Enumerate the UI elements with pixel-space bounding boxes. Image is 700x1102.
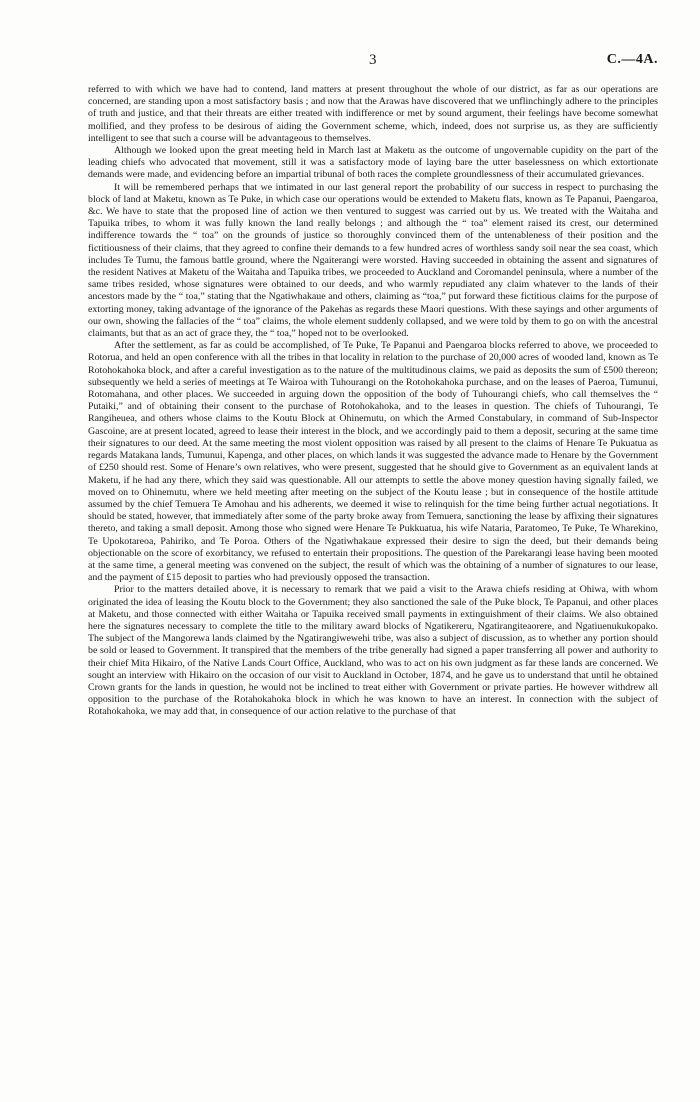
paragraph: It will be remembered perhaps that we intimated in our last general report the probability of our success in respect to purchasing the block of land at Maketu, known as Te Puke, in which case our operations would be extended to Maketu flats, known as Te Papanui, Paengaroa, &c. We have to state that the proposed line of action we then ventured to suggest was carried out by us. We treated with the Waitaha and Tapuika tribes, to whom it was fully known the land really belongs ; and although the “ toa” element raised its crest, our determined indifference towards the “ toa” on the grounds of justice so thoroughly convinced them of the untenableness of their position and the fictitiousness of their claims, that they agreed to confine their demands to a few hundred acres of worthless sandy soil near the sea coast, which includes Te Tumu, the famous battle ground, where the Ngaiterangi were worsted. Having succeeded in obtaining the assent and signatures of the resident Natives at Maketu of the Waitaha and Tapuika tribes, we proceeded to Auckland and Coromandel peninsula, where a number of the same tribes resided, whose signatures were obtained to our deeds, and who warmly repudiated any claim whatever to the lands of their ancestors made by the “ toa,” stating that the Ngatiwhakaue and others, claiming as “toa,” put forward these fictitious claims for the purpose of extorting money, taking advantage of the ignorance of the Pakehas as regards these Maori questions. With these sayings and other arguments of our own, showing the fallacies of the “ toa” claims, the whole element suddenly collapsed, and we were told by them to go on with the ancestral claimants, but that as an act of grace they, the “ toa,” hoped not to be overlooked. bbox=[88, 181, 658, 340]
paragraph: Prior to the matters detailed above, it is necessary to remark that we paid a visit to the Arawa chiefs residing at Ohiwa, with whom originated the idea of leasing the Koutu block to the Government; they also sanctioned the sale of the Puke block, Te Papanui, and other places at Maketu, and those connected with either Waitaha or Tapuika received small payments in extinguishment of their claims. We also obtained here the signatures necessary to complete the title to the military award blocks of Ngatikereru, Ngatirangiteaorere, and Ngatiuenukukopako. The subject of the Mangorewa lands claimed by the Ngatirangiwewehi tribe, was also a subject of discussion, as to whether any portion should be sold or leased to Government. It transpired that the members of the tribe generally had signed a paper transferring all power and authority to their chief Mita Hikairo, of the Native Lands Court Office, Auckland, who was to act on his own judgment as far these lands are concerned. We sought an interview with Hikairo on the occasion of our visit to Auckland in October, 1874, and he gave us to understand that until he obtained Crown grants for the lands in question, he would not be inclined to treat either with Government or private parties. He however withdrew all opposition to the purchase of the Rotahokahoka block in which he was known to have an interest. In connection with the subject of Rotahokahoka, we may add that, in consequence of our action relative to the purchase of that bbox=[88, 584, 658, 718]
document-body bbox=[88, 84, 658, 719]
page-number: 3 bbox=[369, 52, 377, 68]
paragraph: Although we looked upon the great meeting held in March last at Maketu as the outcome of ungovernable cupidity on the part of the leading chiefs who advocated that movement, still it was a satisfactory mode of laying bare the utter baselessness on which extortionate demands were made, and evidencing before an impartial tribunal of both races the complete groundlessness of their accumulated grievances. bbox=[88, 145, 658, 181]
page-header bbox=[88, 52, 658, 70]
paragraph: referred to with which we have had to contend, land matters at present throughout the whole of our district, as far as our operations are concerned, are standing upon a most satisfactory basis ; and now that the Arawas have discovered that we unflinchingly adhere to the principles of truth and justice, and that their threats are either treated with indifference or met by sound argument, their feelings have become somewhat mollified, and they profess to be desirous of aiding the Government scheme, which, indeed, does not surprise us, as they are sufficiently intelligent to see that such a course will be advantageous to themselves. bbox=[88, 84, 658, 144]
document-reference: C.—4A. bbox=[606, 52, 658, 67]
paragraph: After the settlement, as far as could be accomplished, of Te Puke, Te Papanui and Paengaroa blocks referred to above, we proceeded to Rotorua, and held an open conference with all the tribes in that locality in relation to the purchase of 20,000 acres of wooded land, known as Te Rotohokahoka block, and after a careful investigation as to the nature of the multitudinous claims, we paid as deposits the sum of £500 thereon; subsequently we held a series of meetings at Te Wairoa with Tuhourangi on the Rotohokahoka purchase, and on the leases of Paeroa, Tumunui, Rotomahana, and other places. We succeeded in arguing down the opposition of the body of Tuhourangi chiefs, who call themselves the “ Putaiki,” and of obtaining their consent to the purchase of Rotohokahoka, and to the leases in question. The chiefs of Tuhourangi, Te Rangiheuea, and others whose claims to the Koutu Block at Ohinemutu, on which the Armed Constabulary, in command of Sub-Inspector Gascoine, are at present located, agreed to lease their interest in the block, and we accordingly paid to them a deposit, securing at the same time their signatures to our deed. At the same meeting the most violent opposition was raised by all present to the claims of Henare Te Pukuatua as regards Matakana lands, Tumunui, Kapenga, and other places, on which lands it was suggested the advance made to Henare by the Government of £250 should rest. Some of Henare’s own relatives, who were present, suggested that he should give to Government as an equivalent lands at Maketu, if he had any there, which they said was questionable. All our attempts to settle the above money question having signally failed, we moved on to Ohinemutu, where we held meeting after meeting on the subject of the Koutu lease ; but in consequence of the hostile attitude assumed by the chief Temuera Te Amohau and his adherents, we deemed it wise to relinquish for the time being further actual negotiations. It should be stated, however, that immediately after some of the party broke away from Temuera, sanctioning the lease by affixing their signatures thereto, and taking a small deposit. Among those who signed were Henare Te Pukkuatua, his wife Nataria, Paratomeo, Te Puke, Te Wharekino, Te Upokotareoa, Pahiriko, and Te Poroa. Others of the Ngatiwhakaue expressed their desire to sign the deed, but their demands being objectionable on the score of exorbitancy, we refused to entertain their propositions. The question of the Parekarangi lease having been mooted at the same time, a general meeting was convened on the subject, the result of which was the obtaining of a number of signatures to our lease, and the payment of £15 deposit to parties who had previously opposed the transaction. bbox=[88, 340, 658, 584]
